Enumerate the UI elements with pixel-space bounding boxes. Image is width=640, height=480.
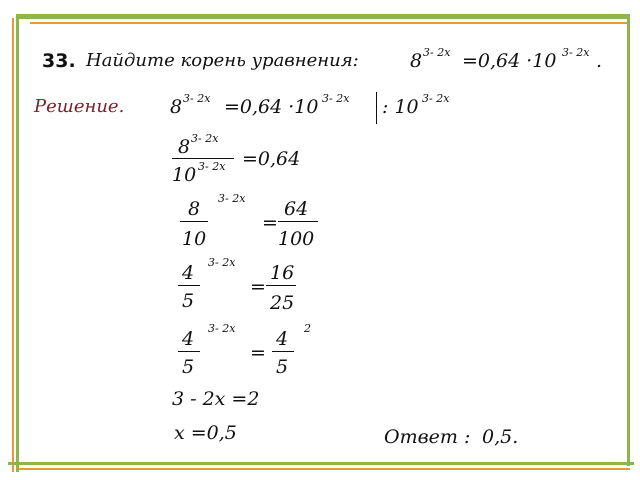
task-eq-exp1: 3- 2x bbox=[423, 46, 451, 59]
step3-num: 8 bbox=[188, 198, 201, 220]
step5-rden: 5 bbox=[276, 356, 289, 378]
step3-rnum: 64 bbox=[284, 198, 309, 220]
step2-rhs: =0,64 bbox=[242, 148, 301, 170]
step3-exp: 3- 2x bbox=[218, 192, 246, 205]
task-eq-base: 8 bbox=[410, 50, 423, 72]
task-eq-dot: . bbox=[596, 50, 603, 72]
step1-exp2: 3- 2x bbox=[322, 92, 350, 105]
step2-den: 10 bbox=[172, 164, 197, 186]
left-green-bar bbox=[16, 14, 19, 472]
step3-fraction-line bbox=[180, 221, 208, 222]
right-green-bar bbox=[627, 14, 630, 466]
step6: 3 - 2x =2 bbox=[172, 388, 260, 410]
step2-den-exp: 3- 2x bbox=[198, 160, 226, 173]
step1-divider: : 10 bbox=[382, 96, 419, 118]
step5-rfraction-line bbox=[272, 351, 294, 352]
step3-eq: = bbox=[262, 212, 278, 234]
top-orange-bar bbox=[30, 22, 630, 24]
step3-den: 10 bbox=[182, 228, 207, 250]
step2-num-exp: 3- 2x bbox=[191, 132, 219, 145]
bottom-green-bar bbox=[8, 462, 634, 465]
task-eq-exp2: 3- 2x bbox=[562, 46, 590, 59]
step2-fraction-line bbox=[172, 158, 234, 159]
step5-num: 4 bbox=[182, 328, 195, 350]
task-number: 33. bbox=[42, 50, 76, 72]
step7: x =0,5 bbox=[174, 422, 237, 444]
left-orange-bar bbox=[12, 18, 14, 472]
step5-den: 5 bbox=[182, 356, 195, 378]
task-eq-mid: =0,64 ·10 bbox=[462, 50, 557, 72]
step4-exp: 3- 2x bbox=[208, 256, 236, 269]
step4-eq: = bbox=[250, 276, 266, 298]
step4-fraction-line bbox=[178, 285, 200, 286]
step2-num: 8 bbox=[178, 136, 191, 158]
step4-rnum: 16 bbox=[270, 262, 295, 284]
step1-base: 8 bbox=[170, 96, 183, 118]
step3-rfraction-line bbox=[278, 221, 318, 222]
step1-exp1: 3- 2x bbox=[183, 92, 211, 105]
step4-num: 4 bbox=[182, 262, 195, 284]
step4-den: 5 bbox=[182, 290, 195, 312]
bottom-orange-bar bbox=[18, 468, 630, 470]
step5-rexp: 2 bbox=[304, 322, 311, 335]
task-text: Найдите корень уравнения: bbox=[86, 50, 359, 71]
step5-eq: = bbox=[250, 342, 266, 364]
answer-label: Ответ : bbox=[384, 426, 471, 448]
step4-rfraction-line bbox=[266, 285, 296, 286]
step5-exp: 3- 2x bbox=[208, 322, 236, 335]
step1-mid: =0,64 ·10 bbox=[224, 96, 319, 118]
top-green-bar bbox=[18, 14, 630, 19]
step4-rden: 25 bbox=[270, 292, 295, 314]
step5-fraction-line bbox=[178, 351, 200, 352]
answer-value: 0,5. bbox=[482, 426, 519, 448]
step3-rden: 100 bbox=[278, 228, 315, 250]
solution-label: Решение. bbox=[34, 96, 125, 117]
step1-divider-bar bbox=[376, 92, 377, 124]
step5-rnum: 4 bbox=[276, 328, 289, 350]
step1-exp3: 3- 2x bbox=[422, 92, 450, 105]
